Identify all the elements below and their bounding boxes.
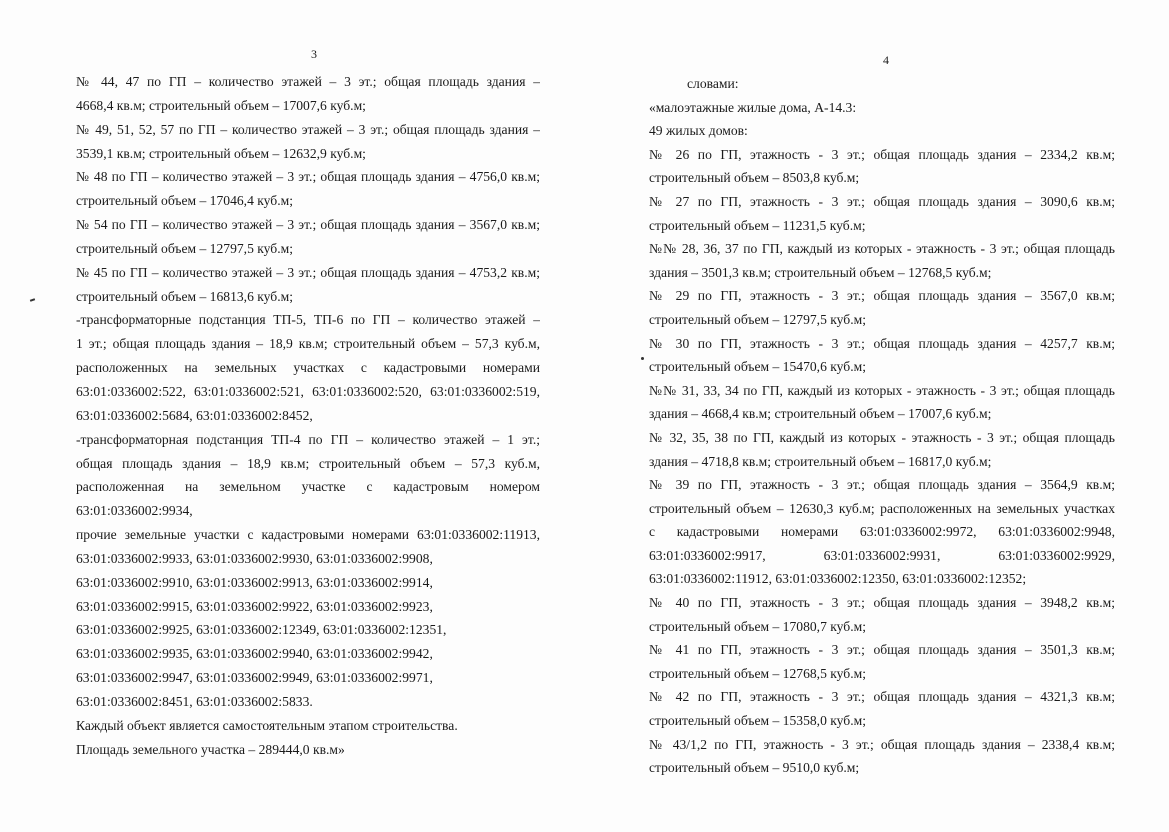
text-line: 4668,4 кв.м; строительный объем – 17007,6 куб.м; bbox=[76, 97, 366, 113]
text-line: № 49, 51, 52, 57 по ГП – количество этажей – 3 эт.; общая площадь здания – bbox=[76, 121, 540, 137]
text-line: -трансформаторная подстанция ТП-4 по ГП – количество этажей – 1 эт.; bbox=[76, 431, 540, 447]
text-line: 63:01:0336002:9925, 63:01:0336002:12349, 63:01:0336002:12351, bbox=[76, 622, 447, 638]
text-line: строительный объем – 16813,6 куб.м; bbox=[76, 288, 293, 304]
text-line: строительный объем – 17046,4 куб.м; bbox=[76, 193, 293, 209]
page-number: 4 bbox=[883, 53, 889, 67]
text-line: № 45 по ГП – количество этажей – 3 эт.; общая площадь здания – 4753,2 кв.м; bbox=[76, 264, 540, 280]
text-line: №№ 28, 36, 37 по ГП, каждый из которых - этажность - 3 эт.; общая площадь bbox=[649, 241, 1115, 257]
text-line: строительный объем – 15358,0 куб.м; bbox=[649, 713, 866, 729]
text-line: № 29 по ГП, этажность - 3 эт.; общая площадь здания – 3567,0 кв.м; bbox=[649, 288, 1115, 304]
text-line: 63:01:0336002:522, 63:01:0336002:521, 63:01:0336002:520, 63:01:0336002:519, bbox=[76, 383, 540, 399]
text-line: 63:01:0336002:8451, 63:01:0336002:5833. bbox=[76, 693, 313, 709]
text-line: строительный объем – 12797,5 куб.м; bbox=[76, 240, 293, 256]
right-page bbox=[585, 0, 1169, 832]
text-line: с кадастровыми номерами 63:01:0336002:9972, 63:01:0336002:9948, bbox=[649, 524, 1115, 540]
text-line: 1 эт.; общая площадь здания – 18,9 кв.м; строительный объем – 57,3 куб.м, bbox=[76, 336, 540, 352]
text-line: Площадь земельного участка – 289444,0 кв.м» bbox=[76, 741, 345, 757]
text-line: строительный объем – 12768,5 куб.м; bbox=[649, 665, 866, 681]
text-line: строительный объем – 17080,7 куб.м; bbox=[649, 618, 866, 634]
text-line: строительный объем – 9510,0 куб.м; bbox=[649, 760, 860, 776]
text-line: строительный объем – 12630,3 куб.м; расположенных на земельных участках bbox=[649, 500, 1115, 516]
text-line: № 54 по ГП – количество этажей – 3 эт.; общая площадь здания – 3567,0 кв.м; bbox=[76, 217, 540, 233]
text-line: словами: bbox=[687, 76, 739, 91]
text-line: № 39 по ГП, этажность - 3 эт.; общая площадь здания – 3564,9 кв.м; bbox=[649, 477, 1115, 493]
right-page-text bbox=[649, 72, 1115, 780]
text-line: № 40 по ГП, этажность - 3 эт.; общая площадь здания – 3948,2 кв.м; bbox=[649, 595, 1115, 611]
text-line: 63:01:0336002:5684, 63:01:0336002:8452, bbox=[76, 407, 313, 423]
left-page-text bbox=[76, 70, 540, 761]
scan-speck bbox=[641, 357, 644, 360]
text-line: -трансформаторные подстанция ТП-5, ТП-6 по ГП – количество этажей – bbox=[76, 312, 540, 328]
text-line: № 41 по ГП, этажность - 3 эт.; общая площадь здания – 3501,3 кв.м; bbox=[649, 642, 1115, 658]
text-line: строительный объем – 15470,6 куб.м; bbox=[649, 359, 866, 375]
text-line: № 32, 35, 38 по ГП, каждый из которых - этажность - 3 эт.; общая площадь bbox=[649, 429, 1115, 445]
text-line: Каждый объект является самостоятельным этапом строительства. bbox=[76, 717, 458, 733]
text-line: строительный объем – 11231,5 куб.м; bbox=[649, 217, 866, 233]
text-line: «малоэтажные жилые дома, А-14.3: bbox=[649, 99, 857, 115]
text-line: № 27 по ГП, этажность - 3 эт.; общая площадь здания – 3090,6 кв.м; bbox=[649, 193, 1115, 209]
text-line: строительный объем – 8503,8 куб.м; bbox=[649, 170, 860, 186]
text-line: № 30 по ГП, этажность - 3 эт.; общая площадь здания – 4257,7 кв.м; bbox=[649, 335, 1115, 351]
text-line: 63:01:0336002:9917, 63:01:0336002:9931, 63:01:0336002:9929, bbox=[649, 547, 1115, 563]
text-line: 63:01:0336002:9933, 63:01:0336002:9930, 63:01:0336002:9908, bbox=[76, 550, 433, 566]
text-line: здания – 3501,3 кв.м; строительный объем – 12768,5 куб.м; bbox=[649, 264, 992, 280]
text-line: № 44, 47 по ГП – количество этажей – 3 эт.; общая площадь здания – bbox=[76, 74, 540, 89]
text-line: 63:01:0336002:9934, bbox=[76, 503, 193, 519]
text-line: здания – 4668,4 кв.м; строительный объем – 17007,6 куб.м; bbox=[649, 406, 992, 422]
text-line: 63:01:0336002:9915, 63:01:0336002:9922, 63:01:0336002:9923, bbox=[76, 598, 433, 614]
text-line: 49 жилых домов: bbox=[649, 123, 748, 139]
left-page bbox=[0, 0, 584, 832]
text-line: № 26 по ГП, этажность - 3 эт.; общая площадь здания – 2334,2 кв.м; bbox=[649, 146, 1115, 162]
page-number: 3 bbox=[311, 47, 317, 61]
text-line: 63:01:0336002:11912, 63:01:0336002:12350, 63:01:0336002:12352; bbox=[649, 571, 1027, 587]
text-line: прочие земельные участки с кадастровыми номерами 63:01:0336002:11913, bbox=[76, 527, 540, 543]
text-line: общая площадь здания – 18,9 кв.м; строительный объем – 57,3 куб.м, bbox=[76, 455, 540, 471]
text-line: № 43/1,2 по ГП, этажность - 3 эт.; общая площадь здания – 2338,4 кв.м; bbox=[649, 736, 1115, 752]
text-line: здания – 4718,8 кв.м; строительный объем – 16817,0 куб.м; bbox=[649, 453, 992, 469]
text-line: расположенных на земельных участках с кадастровыми номерами bbox=[76, 360, 540, 376]
text-line: строительный объем – 12797,5 куб.м; bbox=[649, 311, 866, 327]
text-line: 63:01:0336002:9910, 63:01:0336002:9913, 63:01:0336002:9914, bbox=[76, 574, 433, 590]
text-line: расположенная на земельном участке с кадастровым номером bbox=[76, 479, 540, 495]
text-line: №№ 31, 33, 34 по ГП, каждый из которых - этажность - 3 эт.; общая площадь bbox=[649, 382, 1115, 398]
text-line: 63:01:0336002:9935, 63:01:0336002:9940, 63:01:0336002:9942, bbox=[76, 646, 433, 662]
text-line: № 48 по ГП – количество этажей – 3 эт.; общая площадь здания – 4756,0 кв.м; bbox=[76, 169, 540, 185]
text-line: 63:01:0336002:9947, 63:01:0336002:9949, 63:01:0336002:9971, bbox=[76, 670, 433, 686]
text-line: 3539,1 кв.м; строительный объем – 12632,9 куб.м; bbox=[76, 145, 366, 161]
text-line: № 42 по ГП, этажность - 3 эт.; общая площадь здания – 4321,3 кв.м; bbox=[649, 689, 1115, 705]
